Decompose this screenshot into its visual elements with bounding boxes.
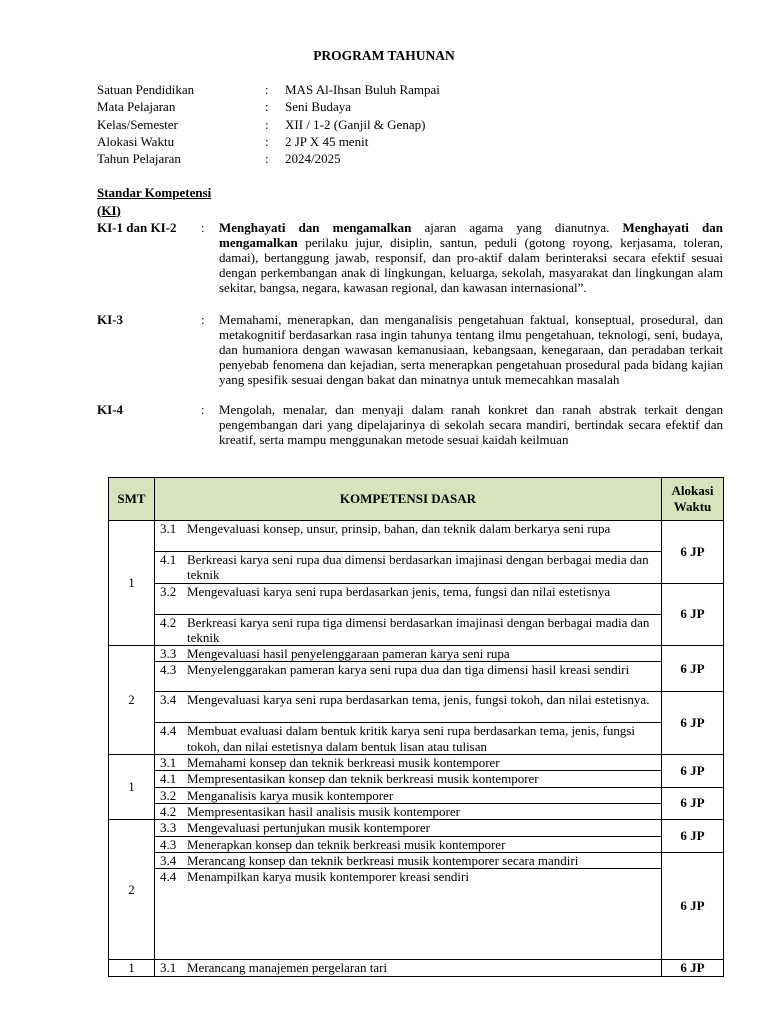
kd-number: 3.4 [160, 692, 177, 708]
ki-text: Mengolah, menalar, dan menyaji dalam ranah konkret dan ranah abstrak terkait dengan pengembangan dari yang dipelajarinya di sekolah secara mandiri, bertindak secara efektif dan kreatif, serta mampu menggunakan metode sesuai kaidah keilmuan [219, 402, 723, 447]
kd-cell [155, 960, 662, 977]
table-row [109, 723, 724, 755]
smt-cell: 2 [109, 820, 155, 960]
info-row-alokasi [97, 133, 440, 150]
kd-cell [155, 803, 662, 819]
kd-number: 4.1 [160, 771, 177, 787]
kd-number: 4.3 [160, 662, 177, 678]
kompetensi-dasar-table [108, 477, 724, 977]
alokasi-cell: 6 JP [662, 521, 724, 584]
kd-text: Merancang manajemen pergelaran tari [187, 960, 388, 976]
kd-cell [155, 662, 662, 692]
kd-number: 3.1 [160, 521, 177, 536]
kd-cell [155, 614, 662, 646]
table-row [109, 614, 724, 646]
smt-cell: 1 [109, 755, 155, 820]
table-row [109, 869, 724, 960]
info-label: Satuan Pendidikan [97, 82, 195, 97]
table-row [109, 755, 724, 771]
ki-text [219, 220, 723, 295]
kd-text: Berkreasi karya seni rupa tiga dimensi berdasarkan imajinasi dengan berbagai madia dan teknik [187, 614, 650, 645]
kd-number: 4.2 [160, 614, 177, 630]
alokasi-cell: 6 JP [662, 646, 724, 692]
ki-bold-phrase: Menghayati dan mengamalkan [219, 220, 723, 250]
info-colon: : [265, 82, 269, 97]
alokasi-cell: 6 JP [662, 692, 724, 755]
header-alokasi-waktu: Alokasi Waktu [662, 478, 724, 521]
kd-text: Mengevaluasi konsep, unsur, prinsip, bahan, dan teknik dalam berkarya seni rupa [187, 521, 611, 536]
kd-text: Mempresentasikan konsep dan teknik berkreasi musik kontemporer [187, 771, 539, 787]
alokasi-cell: 6 JP [662, 755, 724, 788]
standar-kompetensi-heading [97, 184, 211, 219]
info-colon: : [265, 151, 269, 167]
alokasi-cell: 6 JP [662, 852, 724, 959]
alokasi-cell: 6 JP [662, 787, 724, 820]
kd-text: Mengevaluasi hasil penyelenggaraan pameran karya seni rupa [187, 646, 510, 662]
info-value: 2024/2025 [285, 151, 341, 167]
header-kompetensi-dasar: KOMPETENSI DASAR [155, 478, 662, 521]
info-value: XII / 1-2 (Ganjil & Genap) [285, 116, 426, 132]
standar-line2: (KI) [97, 202, 121, 218]
kd-cell [155, 787, 662, 803]
kd-cell [155, 755, 662, 771]
info-row-kelas [97, 116, 440, 133]
info-value: Seni Budaya [285, 99, 352, 115]
kd-text: Menerapkan konsep dan teknik berkreasi musik kontemporer [187, 836, 506, 852]
ki-label: KI-1 dan KI-2 [97, 220, 177, 235]
table-row [109, 771, 724, 787]
ki-colon: : [201, 312, 205, 327]
info-colon: : [265, 116, 269, 132]
kd-number: 4.1 [160, 552, 177, 567]
info-colon: : [265, 133, 269, 149]
info-row-tahun [97, 150, 440, 167]
info-label: Kelas/Semester [97, 116, 178, 132]
kd-cell [155, 723, 662, 755]
table-row [109, 583, 724, 614]
ki-colon: : [201, 220, 205, 235]
kd-number: 3.3 [160, 646, 177, 662]
kd-text: Mempresentasikan hasil analisis musik kontemporer [187, 803, 460, 819]
kd-text: Mengevaluasi karya seni rupa berdasarkan tema, jenis, fungsi tokoh, dan nilai estetisnya. [187, 692, 650, 708]
kd-number: 3.3 [160, 820, 177, 836]
kd-cell [155, 521, 662, 552]
kd-number: 3.2 [160, 787, 177, 803]
alokasi-cell: 6 JP [662, 960, 724, 977]
kd-text: Berkreasi karya seni rupa dua dimensi berdasarkan imajinasi dengan berbagai media dan teknik [187, 552, 649, 583]
table-row [109, 836, 724, 852]
ki-colon: : [201, 402, 205, 417]
ki-bold-phrase: Menghayati dan mengamalkan [219, 220, 412, 235]
kd-cell [155, 869, 662, 960]
table-row [109, 662, 724, 692]
table-row [109, 787, 724, 803]
kd-text: Merancang konsep dan teknik berkreasi musik kontemporer secara mandiri [187, 852, 579, 868]
kd-text: Memahami konsep dan teknik berkreasi musik kontemporer [187, 755, 500, 771]
kd-number: 4.4 [160, 723, 177, 739]
kd-number: 4.4 [160, 869, 177, 885]
alokasi-cell: 6 JP [662, 820, 724, 853]
kd-number: 4.2 [160, 803, 177, 819]
kd-text: Membuat evaluasi dalam bentuk kritik karya seni rupa berdasarkan tema, jenis, fungsi tokoh, dan nilai estetisnya dalam bentuk lisan atau tulisan [187, 723, 635, 754]
kd-number: 3.1 [160, 960, 177, 976]
table-row [109, 960, 724, 977]
kd-cell [155, 820, 662, 836]
kd-number: 3.4 [160, 852, 177, 868]
table-row [109, 820, 724, 836]
kd-cell [155, 646, 662, 662]
info-label: Mata Pelajaran [97, 99, 176, 115]
ki-text-part: ajaran agama yang dianutnya. [411, 220, 623, 235]
info-row-mapel [97, 98, 440, 115]
ki-label: KI-4 [97, 402, 123, 417]
kd-text: Menganalisis karya musik kontemporer [187, 787, 394, 803]
kd-number: 3.2 [160, 583, 177, 599]
kd-text: Menyelenggarakan pameran karya seni rupa dua dan tiga dimensi hasil kreasi sendiri [187, 662, 630, 678]
smt-cell: 1 [109, 960, 155, 977]
table-row [109, 803, 724, 819]
kd-number: 4.3 [160, 836, 177, 852]
kd-text: Mengevaluasi pertunjukan musik kontemporer [187, 820, 430, 836]
kd-cell [155, 836, 662, 852]
kd-number: 3.1 [160, 755, 177, 771]
info-value: MAS Al-Ihsan Buluh Rampai [285, 82, 440, 97]
standar-line1: Standar Kompetensi [97, 185, 212, 200]
kd-cell [155, 552, 662, 584]
smt-cell: 1 [109, 521, 155, 646]
table-row [109, 646, 724, 662]
kd-text: Mengevaluasi karya seni rupa berdasarkan jenis, tema, fungsi dan nilai estetisnya [187, 583, 611, 599]
info-value: 2 JP X 45 menit [285, 133, 369, 149]
kd-cell [155, 692, 662, 723]
info-label: Alokasi Waktu [97, 133, 175, 149]
info-label: Tahun Pelajaran [97, 151, 181, 167]
document-title: PROGRAM TAHUNAN [313, 48, 455, 63]
table-header-row [109, 478, 724, 521]
info-row-satuan [97, 81, 440, 98]
alokasi-cell: 6 JP [662, 583, 724, 646]
ki-label: KI-3 [97, 312, 123, 327]
kd-cell [155, 771, 662, 787]
kd-text: Menampilkan karya musik kontemporer kreasi sendiri [187, 869, 469, 885]
info-table [97, 81, 440, 167]
table-row [109, 852, 724, 868]
info-colon: : [265, 99, 269, 115]
table-row [109, 552, 724, 584]
header-smt: SMT [109, 478, 155, 521]
table-row [109, 521, 724, 552]
ki-text: Memahami, menerapkan, dan menganalisis pengetahuan faktual, konseptual, prosedural, dan metakognitif berdasarkan rasa ingin tahunya tentang ilmu pengetahuan, teknologi, seni, budaya, dan humaniora dengan wawasan kemanusiaan, kebangsaan, kenegaraan, dan peradaban terkait penyebab fenomena dan kejadian, serta menerapkan pengetahuan prosedural pada bidang kajian yang spesifik sesuai dengan bakat dan minatnya untuk memecahkan masalah [219, 312, 723, 387]
kd-cell [155, 583, 662, 614]
kd-cell [155, 852, 662, 868]
ki-text-part: perilaku jujur, disiplin, santun, peduli (gotong royong, kerjasama, toleran, damai), bertanggung jawab, responsif, dan pro-aktif dalam berinteraksi secara efektif sesuai dengan perkembangan anak di lingkungan, keluarga, sekolah, masyarakat dan lingkungan alam sekitar, bangsa, negara, kawasan regional, dan kawasan internasional”. [219, 235, 723, 295]
smt-cell: 2 [109, 646, 155, 755]
table-row [109, 692, 724, 723]
